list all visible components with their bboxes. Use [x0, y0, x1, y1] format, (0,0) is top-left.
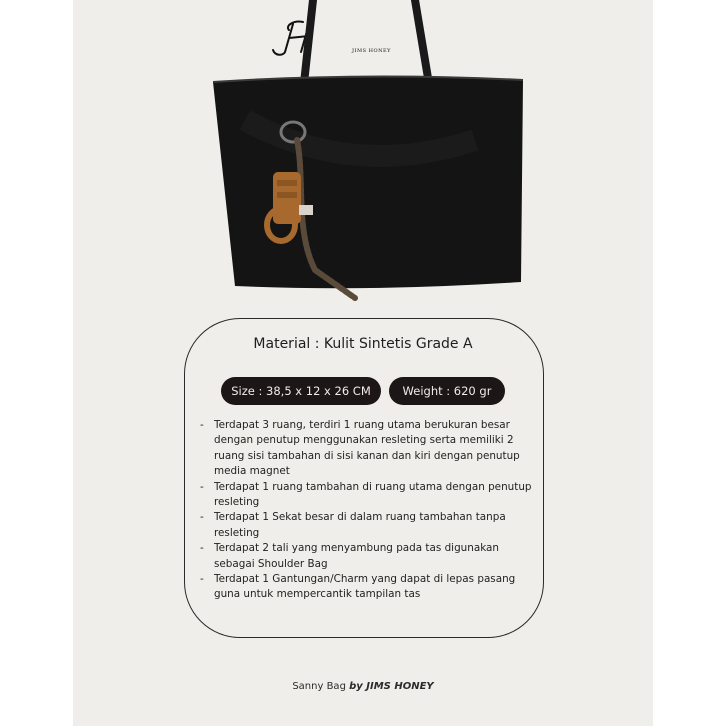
- list-dash: -: [200, 573, 204, 586]
- feature-text: Terdapat 2 tali yang menyambung pada tas digunakan sebagai Shoulder Bag: [214, 542, 499, 570]
- feature-text: Terdapat 3 ruang, terdiri 1 ruang utama berukuran besar dengan penutup menggunakan resleting serta memiliki 2 ruang sisi tambahan di sisi kanan dan kiri dengan penutup media magnet: [214, 419, 520, 478]
- list-item: [200, 480, 535, 511]
- weight-badge: Weight : 620 gr: [389, 377, 505, 405]
- list-item: [200, 572, 535, 603]
- brand-logo-text: JIMS HONEY: [352, 48, 391, 54]
- feature-text: Terdapat 1 Gantungan/Charm yang dapat di lepas pasang guna untuk mempercantik tampilan tas: [214, 573, 516, 601]
- material-heading: Material : Kulit Sintetis Grade A: [253, 336, 473, 352]
- size-badge: Size : 38,5 x 12 x 26 CM: [221, 377, 381, 405]
- feature-list: [200, 418, 535, 603]
- product-image-tote-bag: [205, 0, 535, 310]
- feature-text: Terdapat 1 ruang tambahan di ruang utama dengan penutup resleting: [214, 480, 532, 509]
- list-dash: -: [200, 542, 204, 555]
- product-caption: [0, 681, 726, 692]
- caption-product-name: Sanny Bag: [292, 681, 346, 692]
- list-dash: -: [200, 480, 204, 493]
- black-tote-bag-icon: [205, 0, 535, 310]
- feature-text: Terdapat 1 Sekat besar di dalam ruang tambahan tanpa resleting: [214, 511, 506, 539]
- list-dash: -: [200, 511, 204, 524]
- caption-brand: by JIMS HONEY: [349, 681, 434, 692]
- list-item: [200, 541, 535, 572]
- list-dash: -: [200, 419, 204, 431]
- list-item: [200, 510, 535, 541]
- list-item: [200, 418, 535, 480]
